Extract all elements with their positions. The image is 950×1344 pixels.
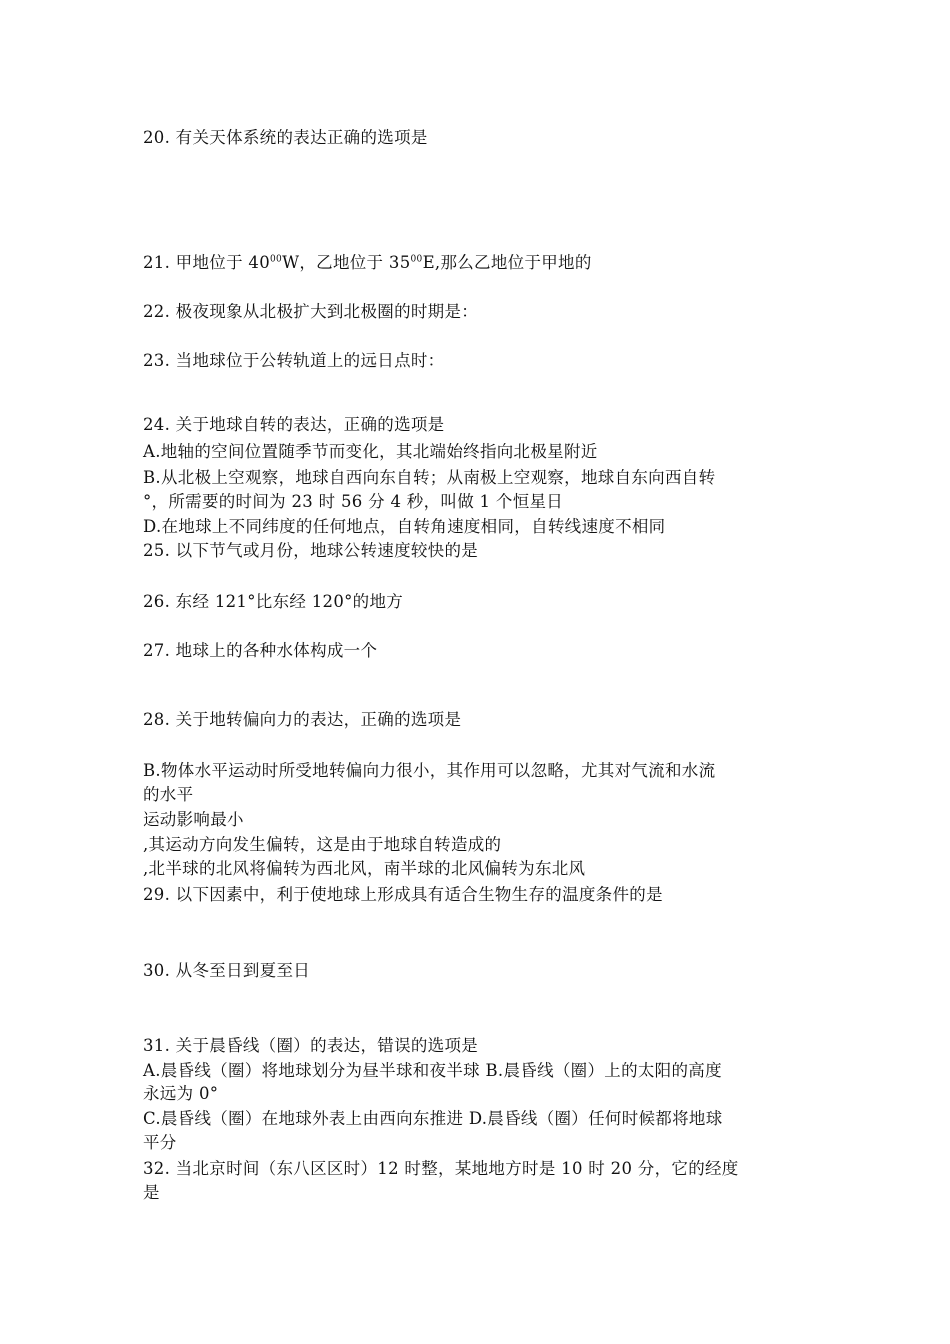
question-28: 28. 关于地转偏向力的表达，正确的选项是 [143,710,462,729]
question-31-options-cd-cont: 平分 [143,1133,177,1152]
question-32-cont: 是 [143,1183,160,1202]
question-24-option-b: B.从北极上空观察，地球自西向东自转；从南极上空观察，地球自东向西自转 [143,468,716,487]
question-24: 24. 关于地球自转的表达，正确的选项是 [143,415,445,434]
question-31: 31. 关于晨昏线（圈）的表达，错误的选项是 [143,1036,479,1055]
superscript: 00 [270,254,283,265]
question-21-text-a: 21. 甲地位于 40 [143,253,271,272]
question-21-text-c: E,那么乙地位于甲地的 [422,253,592,272]
question-29: 29. 以下因素中，利于使地球上形成具有适合生物生存的温度条件的是 [143,885,663,904]
question-24-option-c: °，所需要的时间为 23 时 56 分 4 秒，叫做 1 个恒星日 [143,492,564,511]
question-31-options-cd: C.晨昏线（圈）在地球外表上由西向东推进 D.晨昏线（圈）任何时候都将地球 [143,1109,723,1128]
question-30: 30. 从冬至日到夏至日 [143,961,311,980]
question-28-option-b-cont: 的水平 [143,785,194,804]
question-21-text-b: W，乙地位于 35 [282,253,411,272]
question-28-option-c: ,其运动方向发生偏转，这是由于地球自转造成的 [143,835,502,854]
question-25: 25. 以下节气或月份，地球公转速度较快的是 [143,541,479,560]
question-23: 23. 当地球位于公转轨道上的远日点时： [143,351,445,370]
question-21 [143,251,823,275]
question-28-option-b-cont2: 运动影响最小 [143,810,244,829]
question-20: 20. 有关天体系统的表达正确的选项是 [143,128,428,147]
question-27: 27. 地球上的各种水体构成一个 [143,641,378,660]
question-28-option-d: ,北半球的北风将偏转为西北风，南半球的北风偏转为东北风 [143,859,586,878]
question-31-options-ab-cont: 永远为 0° [143,1084,219,1103]
question-22: 22. 极夜现象从北极扩大到北极圈的时期是： [143,302,479,321]
question-24-option-d: D.在地球上不同纬度的任何地点，自转角速度相同，自转线速度不相同 [143,517,666,536]
question-26: 26. 东经 121°比东经 120°的地方 [143,592,404,611]
question-28-option-b: B.物体水平运动时所受地转偏向力很小，其作用可以忽略，尤其对气流和水流 [143,761,716,780]
question-24-option-a: A.地轴的空间位置随季节而变化，其北端始终指向北极星附近 [143,442,598,461]
question-32: 32. 当北京时间（东八区区时）12 时整，某地地方时是 10 时 20 分，它的经度 [143,1159,739,1178]
question-31-options-ab: A.晨昏线（圈）将地球划分为昼半球和夜半球 B.晨昏线（圈）上的太阳的高度 [143,1061,722,1080]
superscript: 00 [410,254,423,265]
